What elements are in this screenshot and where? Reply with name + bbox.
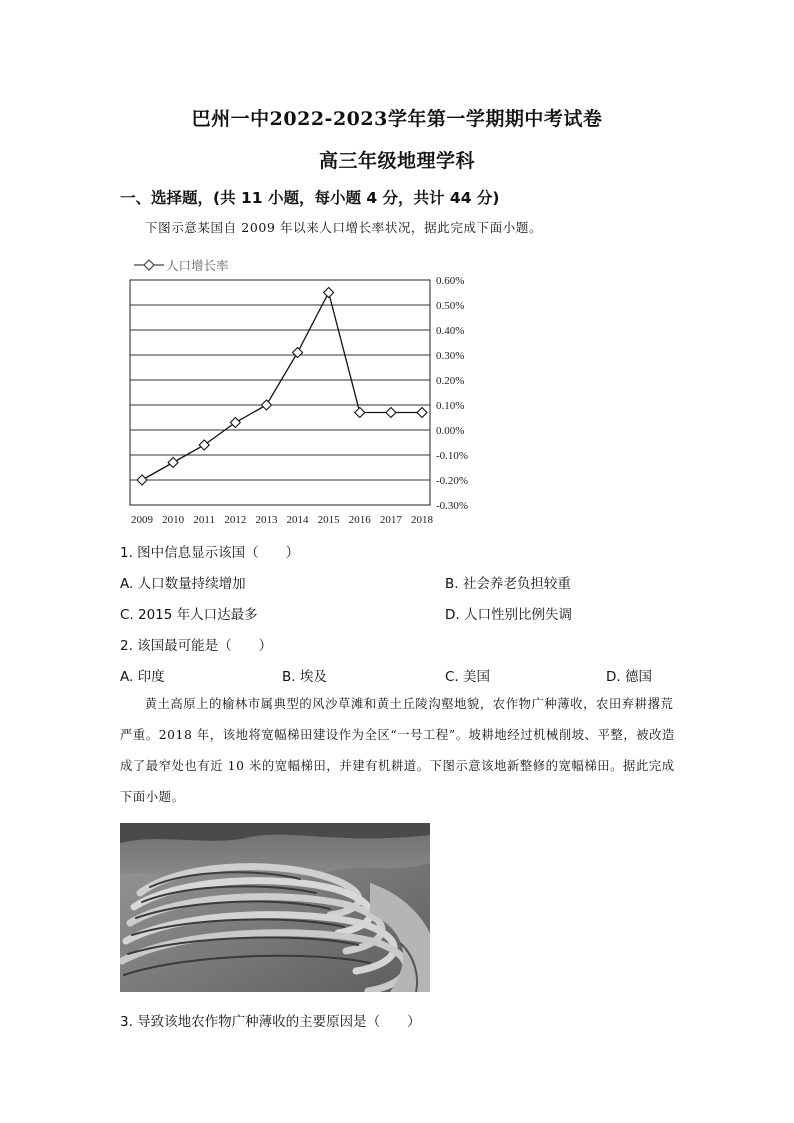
series-line-population-growth <box>142 293 422 481</box>
x-tick-label: 2017 <box>379 514 402 526</box>
data-point-marker <box>293 348 303 358</box>
x-tick-label: 2015 <box>317 514 340 526</box>
question-2-option-a: A. 印度 <box>120 669 165 685</box>
data-point-marker <box>386 408 396 418</box>
y-tick-label: 0.10% <box>436 400 465 412</box>
section-heading: 一、选择题，(共 11 小题，每小题 4 分，共计 44 分) <box>120 189 500 207</box>
y-axis-tick-labels <box>436 275 468 512</box>
question-2-option-d: D. 德国 <box>606 669 652 685</box>
legend-diamond-marker <box>144 260 154 270</box>
data-point-marker <box>137 475 147 485</box>
y-tick-label: 0.40% <box>436 325 465 337</box>
y-tick-label: 0.20% <box>436 375 465 387</box>
y-tick-label: -0.20% <box>436 475 469 487</box>
data-point-marker <box>324 288 334 298</box>
question-1-option-a: A. 人口数量持续增加 <box>120 576 246 592</box>
x-tick-label: 2011 <box>193 514 216 526</box>
passage-paragraph: 黄土高原上的榆林市属典型的风沙草滩和黄土丘陵沟壑地貌，农作物广种薄收，农田弃耕撂荒严重。2018 年，该地将宽幅梯田建设作为全区“一号工程”。坡耕地经过机械削坡、平整，被改造成了最窄处也有近 10 米的宽幅梯田，并建有机耕道。下图示意该地新整修的宽幅梯田。据此完成下面小题。 <box>120 697 675 804</box>
question-2-stem: 2. 该国最可能是（ ） <box>120 638 273 654</box>
population-growth-chart <box>118 252 490 530</box>
data-point-marker <box>199 440 209 450</box>
x-tick-label: 2014 <box>286 514 309 526</box>
x-tick-label: 2009 <box>131 514 153 526</box>
y-tick-label: -0.10% <box>436 450 469 462</box>
y-tick-label: 0.00% <box>436 425 465 437</box>
question-1-option-c: C. 2015 年人口达最多 <box>120 607 258 623</box>
data-point-marker <box>355 408 365 418</box>
intro-text: 下图示意某国自 2009 年以来人口增长率状况，据此完成下面小题。 <box>145 220 543 235</box>
question-3-stem: 3. 导致该地农作物广种薄收的主要原因是（ ） <box>120 1014 421 1030</box>
chart-plot-frame <box>130 280 430 505</box>
legend-label: 人口增长率 <box>166 259 229 273</box>
data-point-marker <box>230 418 240 428</box>
data-point-marker <box>261 400 271 410</box>
question-1-option-d: D. 人口性别比例失调 <box>445 607 572 623</box>
y-tick-label: 0.50% <box>436 300 465 312</box>
chart-gridlines <box>130 280 430 505</box>
x-tick-label: 2018 <box>411 514 433 526</box>
question-2-option-b: B. 埃及 <box>282 669 327 685</box>
x-tick-label: 2010 <box>162 514 185 526</box>
y-tick-label: -0.30% <box>436 500 469 512</box>
y-tick-label: 0.60% <box>436 275 465 287</box>
x-tick-label: 2016 <box>348 514 371 526</box>
x-axis-tick-labels <box>131 514 434 526</box>
x-tick-label: 2013 <box>255 514 278 526</box>
question-1-option-b: B. 社会养老负担较重 <box>445 576 571 592</box>
exam-subtitle: 高三年级地理学科 <box>318 150 475 172</box>
exam-title: 巴州一中2022-2023学年第一学期期中考试卷 <box>191 108 603 130</box>
terraced-fields-image <box>120 823 430 992</box>
chart-legend <box>134 258 229 273</box>
question-2-option-c: C. 美国 <box>445 669 491 685</box>
data-point-marker <box>417 408 427 418</box>
y-tick-label: 0.30% <box>436 350 465 362</box>
x-tick-label: 2012 <box>224 514 247 526</box>
terraced-fields-photo <box>120 823 430 992</box>
question-1-stem: 1. 图中信息显示该国（ ） <box>120 545 300 561</box>
data-point-marker <box>168 458 178 468</box>
